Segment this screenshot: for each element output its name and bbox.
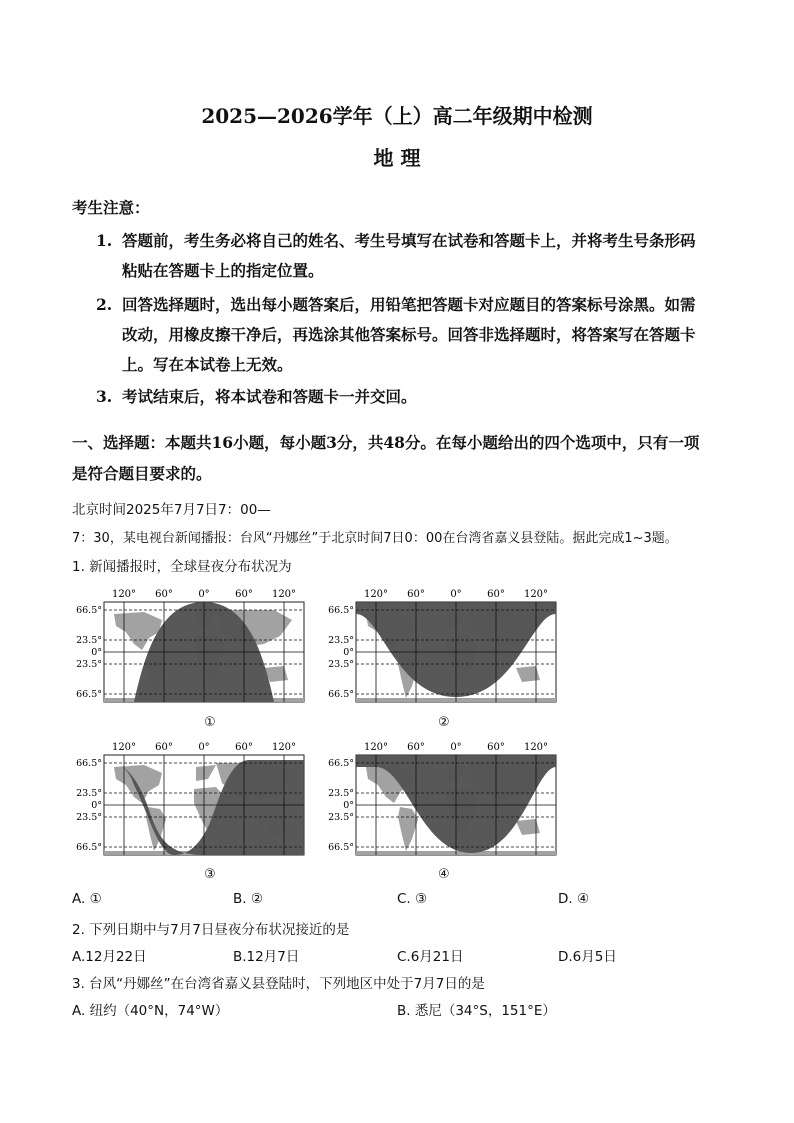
latitude-label: 66.5° [328,758,354,769]
latitude-label: 66.5° [328,689,354,700]
latitude-label: 66.5° [328,842,354,853]
latitude-label: 23.5° [328,812,354,823]
longitude-label: 0° [198,742,210,753]
map-caption-1: ① [204,715,216,730]
notice-item-1-line-1: 答题前，考生务必将自己的姓名、考生号填写在试卷和答题卡上，并将考生号条形码 [122,231,696,250]
longitude-label: 60° [235,589,253,600]
map-4[interactable] [324,739,576,865]
stem-line-2: 7：30，某电视台新闻播报：台风“丹娜丝”于北京时间7日0：00在台湾省嘉义县登陆。据此完成1~3题。 [72,531,678,546]
latitude-label: 66.5° [76,758,102,769]
latitude-label: 0° [343,800,354,811]
q1-option-a[interactable]: A. ① [72,891,102,907]
q2-option-c[interactable]: C.6月21日 [397,949,464,965]
map-caption-3: ③ [204,867,216,882]
notice-item-3-line-1: 考试结束后，将本试卷和答题卡一并交回。 [122,387,417,406]
longitude-label: 60° [155,589,173,600]
subject-title: 地 理 [373,146,421,170]
q2-option-a[interactable]: A.12月22日 [72,949,147,965]
longitude-label: 60° [407,742,425,753]
section-heading-line-1: 一、选择题：本题共16小题，每小题3分，共48分。在每小题给出的四个选项中，只有一项 [72,433,700,452]
longitude-label: 120° [111,589,137,600]
q3-option-b[interactable]: B. 悉尼（34°S，151°E） [397,1003,556,1019]
q1-option-d[interactable]: D. ④ [558,891,590,907]
notice-item-2-line-1: 回答选择题时，选出每小题答案后，用铅笔把答题卡对应题目的答案标号涂黑。如需 [122,295,696,314]
longitude-label: 60° [487,589,505,600]
map-1[interactable] [72,586,324,712]
longitude-label: 0° [450,589,462,600]
notice-num-2: 2. [96,295,113,314]
map-caption-2: ② [438,715,450,730]
notice-item-2-line-2: 改动，用橡皮擦干净后，再选涂其他答案标号。回答非选择题时，将答案写在答题卡 [122,325,696,344]
latitude-label: 23.5° [76,659,102,670]
latitude-label: 23.5° [328,659,354,670]
longitude-label: 120° [363,742,389,753]
notice-item-1-line-2: 粘贴在答题卡上的指定位置。 [122,261,324,280]
latitude-label: 23.5° [328,788,354,799]
longitude-label: 120° [271,589,297,600]
latitude-label: 66.5° [76,842,102,853]
longitude-label: 60° [235,742,253,753]
q2-option-b[interactable]: B.12月7日 [233,949,300,965]
longitude-label: 60° [155,742,173,753]
notice-num-3: 3. [96,387,113,406]
q2-option-d[interactable]: D.6月5日 [558,949,617,965]
longitude-label: 120° [111,742,137,753]
latitude-label: 23.5° [76,788,102,799]
longitude-label: 120° [363,589,389,600]
longitude-label: 120° [271,742,297,753]
question-3-text: 3. 台风“丹娜丝”在台湾省嘉义县登陆时，下列地区中处于7月7日的是 [72,976,485,992]
latitude-label: 0° [343,647,354,658]
longitude-label: 0° [198,589,210,600]
q1-option-c[interactable]: C. ③ [397,891,428,907]
longitude-label: 120° [523,589,549,600]
latitude-label: 23.5° [76,635,102,646]
q1-option-b[interactable]: B. ② [233,891,263,907]
question-1-text: 1. 新闻播报时，全球昼夜分布状况为 [72,559,292,575]
map-caption-4: ④ [438,867,450,882]
exam-title: 2025—2026学年（上）高二年级期中检测 [201,104,593,128]
longitude-label: 0° [450,742,462,753]
latitude-label: 0° [91,800,102,811]
notice-num-1: 1. [96,231,113,250]
latitude-label: 66.5° [328,605,354,616]
stem-line-1: 北京时间2025年7月7日7：00— [72,502,271,518]
map-2[interactable] [324,586,576,712]
latitude-label: 23.5° [76,812,102,823]
longitude-label: 60° [487,742,505,753]
notice-heading: 考生注意： [72,198,150,217]
notice-item-2-line-3: 上。写在本试卷上无效。 [122,355,293,374]
question-2-text: 2. 下列日期中与7月7日昼夜分布状况接近的是 [72,922,350,938]
longitude-label: 60° [407,589,425,600]
latitude-label: 0° [91,647,102,658]
map-3[interactable] [72,739,324,865]
longitude-label: 120° [523,742,549,753]
latitude-label: 23.5° [328,635,354,646]
section-heading-line-2: 是符合题目要求的。 [72,464,212,483]
latitude-label: 66.5° [76,605,102,616]
q3-option-a[interactable]: A. 纽约（40°N，74°W） [72,1003,229,1019]
latitude-label: 66.5° [76,689,102,700]
